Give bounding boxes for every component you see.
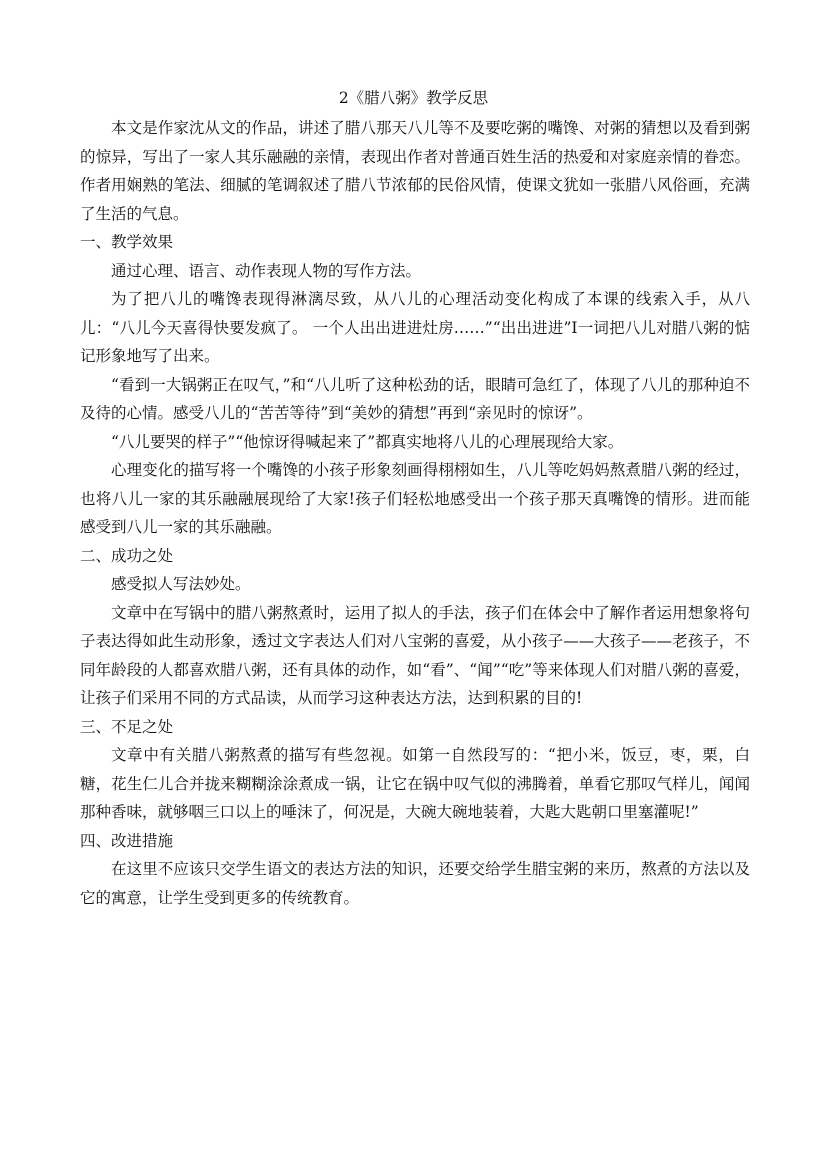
- body-paragraph: 为了把八儿的嘴馋表现得淋漓尽致，从八儿的心理活动变化构成了本课的线索入手，从八儿：“八儿今天喜得快要发疯了。 一个人出出进进灶房……”“出出进进”I一词把八儿对腊八粥的惦记形象地写了出来。: [80, 290, 750, 365]
- section-heading-success: 二、成功之处: [80, 546, 174, 565]
- intro-paragraph: 本文是作家沈从文的作品，讲述了腊八那天八儿等不及要吃粥的嘴馋、对粥的猜想以及看到粥的惊异，写出了一家人其乐融融的亲情，表现出作者对普通百姓生活的热爱和对家庭亲情的眷恋。作者用娴熟的笔法、细腻的笔调叙述了腊八节浓郁的民俗风情，使课文犹如一张腊八风俗画，充满了生活的气息。: [80, 119, 750, 223]
- section-heading-teaching-effect: 一、教学效果: [80, 233, 174, 251]
- body-paragraph: 感受拟人写法妙处。: [111, 575, 251, 593]
- body-paragraph: 文章中有关腊八粥熬煮的描写有些忽视。如第一自然段写的：“把小米，饭豆，枣，栗，白糖，花生仁儿合并拢来糊糊涂涂煮成一锅，让它在锅中叹气似的沸腾着，单看它那叹气样儿，闻闻那种香味，就够咽三口以上的唾沫了，何况是，大碗大碗地装着，大匙大匙朝口里塞灌呢!”: [80, 746, 750, 821]
- document-title: 2《腊八粥》教学反思: [338, 89, 489, 107]
- document-body: [80, 114, 750, 912]
- body-paragraph: 文章中在写锅中的腊八粥熬煮时，运用了拟人的手法，孩子们在体会中了解作者运用想象将句子表达得如此生动形象，透过文字表达人们对八宝粥的喜爱，从小孩子——大孩子——老孩子，不同年龄段的人都喜欢腊八粥，还有具体的动作，如“看”、“闻”“吃”等来体现人们对腊八粥的喜爱，让孩子们采用不同的方式品读，从而学习这种表达方法，达到积累的目的!: [80, 603, 750, 707]
- section-heading-shortcomings: 三、不足之处: [80, 717, 174, 736]
- body-paragraph: “看到一大锅粥正在叹气，”和“八儿听了这种松劲的话，眼睛可急红了，体现了八儿的那种迫不及待的心情。感受八儿的“苦苦等待”到“美妙的猜想”再到“亲见时的惊讶”。: [80, 375, 750, 422]
- body-paragraph: 在这里不应该只交学生语文的表达方法的知识，还要交给学生腊宝粥的来历，熬煮的方法以及它的寓意，让学生受到更多的传统教育。: [80, 860, 750, 907]
- body-paragraph: 通过心理、语言、动作表现人物的写作方法。: [111, 261, 422, 280]
- body-paragraph: “八儿要哭的样子”“他惊讶得喊起来了”都真实地将八儿的心理展现给大家。: [111, 432, 624, 451]
- section-heading-improvements: 四、改进措施: [80, 831, 174, 850]
- body-paragraph: 心理变化的描写将一个嘴馋的小孩子形象刻画得栩栩如生，八儿等吃妈妈熬煮腊八粥的经过，也将八儿一家的其乐融融展现给了大家!孩子们轻松地感受出一个孩子那天真嘴馋的情形。进而能感受到八儿一家的其乐融融。: [80, 461, 750, 536]
